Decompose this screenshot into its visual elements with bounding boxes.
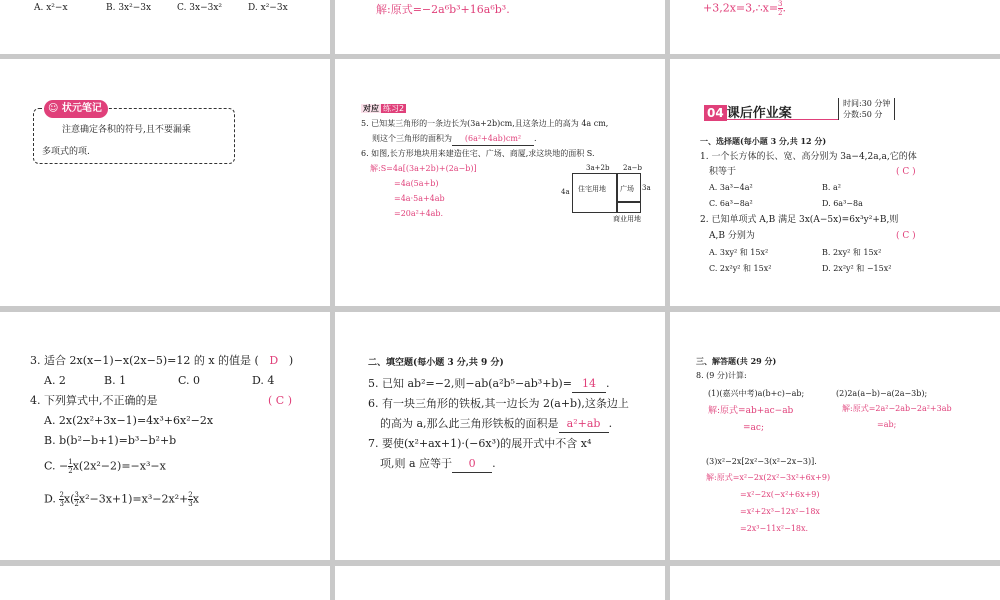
solution-line: =4a(5a+b) bbox=[394, 179, 439, 188]
question-6-line2: 的高为 a,那么此三角形铁板的面积是 a²+ab . bbox=[380, 416, 612, 433]
solution-line: 解:原式=ab+ac−ab bbox=[708, 406, 794, 416]
option-a: A. 3xy² 和 15x² bbox=[709, 248, 769, 257]
question-2-line2: A,B 分别为 bbox=[709, 231, 755, 241]
option-b: B. 1 bbox=[104, 374, 127, 387]
label-right: 3a bbox=[642, 184, 651, 192]
answer-choice: D bbox=[269, 354, 279, 367]
commercial-label: 商业用地 bbox=[613, 215, 641, 223]
card-bottom-mid bbox=[335, 566, 665, 600]
question-6: 6. 有一块三角形的铁板,其一边长为 2(a+b),这条边上 bbox=[368, 397, 629, 410]
smile-icon: ☺ bbox=[48, 103, 59, 114]
question-3: 3. 适合 2x(x−1)−x(2x−5)=12 的 x 的值是 ( D ) bbox=[30, 354, 294, 367]
option-a: A. 3a³−4a² bbox=[709, 183, 753, 192]
score-total: 分数:50 分 bbox=[843, 110, 883, 119]
solution-line: =x²+2x³−12x²−18x bbox=[740, 507, 820, 516]
answer-line: +3,2x=3,∴x= $\frac{3}{2}$ . bbox=[703, 0, 787, 17]
card-note bbox=[0, 59, 330, 306]
section-title: 课后作业案 bbox=[726, 106, 792, 121]
card-bottom-right bbox=[670, 566, 1000, 600]
solution-line: =20a²+4ab. bbox=[394, 209, 444, 218]
question-5: 5. 已知某三角形的一条边长为(3a+2b)cm,且这条边上的高为 4a cm, bbox=[361, 119, 609, 128]
option-c: C. 0 bbox=[178, 374, 201, 387]
answer-choice: ( C ) bbox=[896, 167, 916, 177]
question-1-line2: 积等于 bbox=[709, 167, 737, 177]
option-c: C. 6a³−8a² bbox=[709, 199, 753, 208]
solution-line: 解:原式=2a²−2ab−2a²+3ab bbox=[842, 404, 952, 413]
option-b: B. b(b²−b+1)=b³−b²+b bbox=[44, 434, 177, 447]
question-8-part-2: (2)2a(a−b)−a(2a−3b); bbox=[836, 389, 928, 398]
question-6: 6. 如图,长方形地块用来建造住宅、广场、商厦,求这块地的面积 S. bbox=[361, 149, 595, 158]
practice-tag: 对应 练习2 bbox=[363, 104, 405, 113]
option-d: D. x²−3x bbox=[248, 3, 288, 13]
question-8: 8. (9 分)计算: bbox=[696, 371, 747, 380]
option-c: C. 3x−3x² bbox=[177, 3, 223, 13]
residential-label: 住宅用地 bbox=[578, 185, 606, 193]
question-7-line2: 项,则 a 应等于 0 . bbox=[380, 456, 496, 473]
option-d: D. 4 bbox=[252, 374, 275, 387]
option-b: B. 2xy² 和 15x² bbox=[822, 248, 882, 257]
answer-blank: (6a²+4ab)cm² bbox=[452, 133, 534, 146]
question-7: 7. 要使(x²+ax+1)·(−6x³)的展开式中不含 x⁴ bbox=[368, 437, 592, 450]
section-heading: 二、填空题(每小题 3 分,共 9 分) bbox=[368, 358, 504, 368]
option-a: A. x²−x bbox=[34, 3, 68, 13]
fraction: $\frac{3}{2}$ bbox=[778, 0, 783, 17]
option-c: C. − $\frac{1}{2}$ x(2x²−2)=−x³−x bbox=[44, 458, 166, 475]
answer-choice: ( C ) bbox=[896, 231, 916, 241]
option-c: C. 2x²y² 和 15x² bbox=[709, 264, 772, 273]
answer-line: 解:原式=−2a⁶b³+16a⁶b³. bbox=[376, 3, 510, 16]
answer-choice: ( C ) bbox=[268, 394, 292, 407]
section-heading: 一、选择题(每小题 3 分,共 12 分) bbox=[700, 136, 827, 146]
card-lower-right bbox=[670, 312, 1000, 560]
option-a: A. 2 bbox=[44, 374, 66, 387]
time-score-box bbox=[838, 98, 895, 120]
answer-blank: 0 bbox=[452, 456, 492, 473]
question-5-line2: 则这个三角形的面积为 (6a²+4ab)cm² . bbox=[372, 133, 537, 146]
option-a: A. 2x(2x²+3x−1)=4x³+6x²−2x bbox=[44, 414, 214, 427]
square-label: 广场 bbox=[620, 185, 634, 193]
time-limit: 时间:30 分钟 bbox=[843, 99, 891, 108]
option-d: D. 2x²y² 和 −15x² bbox=[822, 264, 892, 273]
solution-line: =ab; bbox=[877, 420, 897, 429]
solution-line: =4a·5a+4ab bbox=[394, 194, 445, 203]
label-left: 4a bbox=[561, 188, 570, 196]
question-1: 1. 一个长方体的长、宽、高分别为 3a−4,2a,a,它的体 bbox=[700, 152, 917, 162]
commercial-zone bbox=[616, 201, 641, 213]
answer-text: +3,2x=3,∴x= bbox=[703, 1, 779, 15]
note-line: 多项式的项. bbox=[42, 147, 90, 157]
option-d: D. 6a³−8a bbox=[822, 199, 863, 208]
solution-line: 解:S=4a[(3a+2b)+(2a−b)] bbox=[370, 164, 477, 173]
label-top-1: 3a+2b bbox=[586, 164, 610, 172]
answer-blank: a²+ab bbox=[559, 416, 609, 433]
question-8-part-1: (1)(嘉兴中考)a(b+c)−ab; bbox=[708, 389, 805, 398]
question-4: 4. 下列算式中,不正确的是 bbox=[30, 394, 158, 407]
answer-blank: 14 bbox=[572, 376, 606, 393]
section-number: 04 bbox=[704, 105, 727, 121]
question-2: 2. 已知单项式 A,B 满足 3x(A−5x)=6x³y²+B,则 bbox=[700, 215, 899, 225]
option-d: D. $\frac{2}{3}$ x( $\frac{3}{2}$ x²−3x+1)=x³−2x²+ $\frac{2}{3}$ x bbox=[44, 491, 199, 508]
note-badge: ☺ 状元笔记 bbox=[44, 100, 108, 118]
solution-line: 解:原式=x²−2x(2x²−3x²+6x+9) bbox=[706, 473, 831, 482]
option-b: B. a² bbox=[822, 183, 841, 192]
section-heading: 三、解答题(共 29 分) bbox=[696, 356, 777, 366]
note-line: 注意确定各积的符号,且不要漏乘 bbox=[62, 125, 191, 135]
solution-line: =x²−2x(−x²+6x+9) bbox=[740, 490, 820, 499]
option-b: B. 3x²−3x bbox=[106, 3, 152, 13]
card-bottom-left bbox=[0, 566, 330, 600]
solution-line: =2x³−11x²−18x. bbox=[740, 524, 809, 533]
question-5: 5. 已知 ab²=−2,则−ab(a²b⁵−ab³+b)= 14 . bbox=[368, 376, 609, 393]
question-8-part-3: (3)x²−2x[2x²−3(x²−2x−3)]. bbox=[706, 457, 817, 466]
solution-line: =ac; bbox=[743, 423, 764, 433]
header-underline bbox=[704, 119, 839, 120]
label-top-2: 2a−b bbox=[623, 164, 642, 172]
